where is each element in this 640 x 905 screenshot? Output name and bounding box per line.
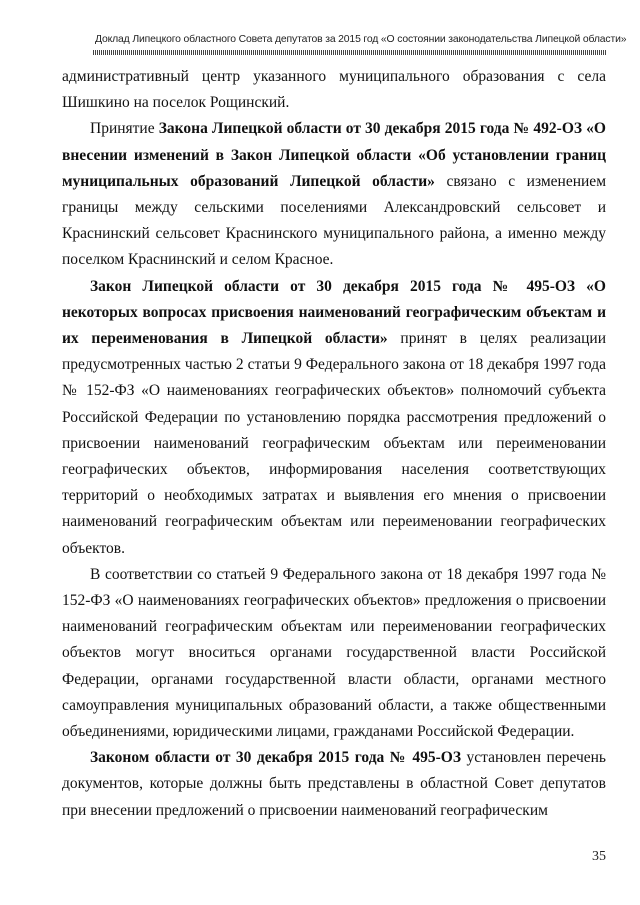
paragraph-3	[62, 274, 606, 562]
law-495-title: Закон Липецкой области от 30 декабря 2015 года № 495-ОЗ «О некоторых вопросах присвоения наименований географическим объектам и их переименования в Липецкой области»	[62, 277, 606, 348]
paragraph-5	[62, 745, 606, 824]
page-number: 35	[592, 849, 606, 864]
law-495-reference: Законом области от 30 декабря 2015 года № 495-ОЗ	[90, 749, 462, 767]
header-rule	[93, 50, 606, 55]
paragraph-1: административный центр указанного муниципального образования с села Шишкино на поселок Рощинский.	[62, 68, 606, 112]
law-492-title: Закона Липецкой области от 30 декабря 2015 года № 492-ОЗ «О внесении изменений в Закон Липецкой области «Об установлении границ муниципальных образований Липецкой области»	[62, 120, 606, 190]
paragraph-2	[62, 116, 606, 273]
paragraph-5-text: установлен перечень документов, которые должны быть представлены в областной Совет депутатов при внесении предложений о присвоении наименований географическим	[62, 749, 606, 819]
paragraph-2-lead: Принятие	[90, 120, 159, 138]
paragraph-3-text: принят в целях реализации предусмотренных частью 2 статьи 9 Федерального закона от 18 декабря 1997 года № 152-ФЗ «О наименованиях географических объектов» полномочий субъекта Российской Федерации по установлению порядка рассмотрения предложений о присвоении наименований географическим объектам или переименовании географических объектов, информирования населения соответствующих территорий о необходимых затратах и выявления его мнения о присвоении наименований географическим объектам или переименовании географических объектов.	[62, 330, 606, 557]
document-body	[62, 64, 606, 824]
paragraph-4: В соответствии со статьей 9 Федерального закона от 18 декабря 1997 года № 152-ФЗ «О наименованиях географических объектов» предложения о присвоении наименований географическим объектам или переименовании географических объектов могут вноситься органами государственной власти Российской Федерации, органами государственной власти области, органами местного самоуправления муниципальных образований области, а также общественными объединениями, юридическими лицами, гражданами Российской Федерации.	[62, 565, 606, 741]
running-header: Доклад Липецкого областного Совета депутатов за 2015 год «О состоянии законодательства Липецкой области»	[95, 34, 627, 45]
paragraph-2-text: связано с изменением границы между сельскими поселениями Александровский сельсовет и Краснинский сельсовет Краснинского муниципального района, а именно между поселком Краснинский и селом Красное.	[62, 172, 606, 269]
